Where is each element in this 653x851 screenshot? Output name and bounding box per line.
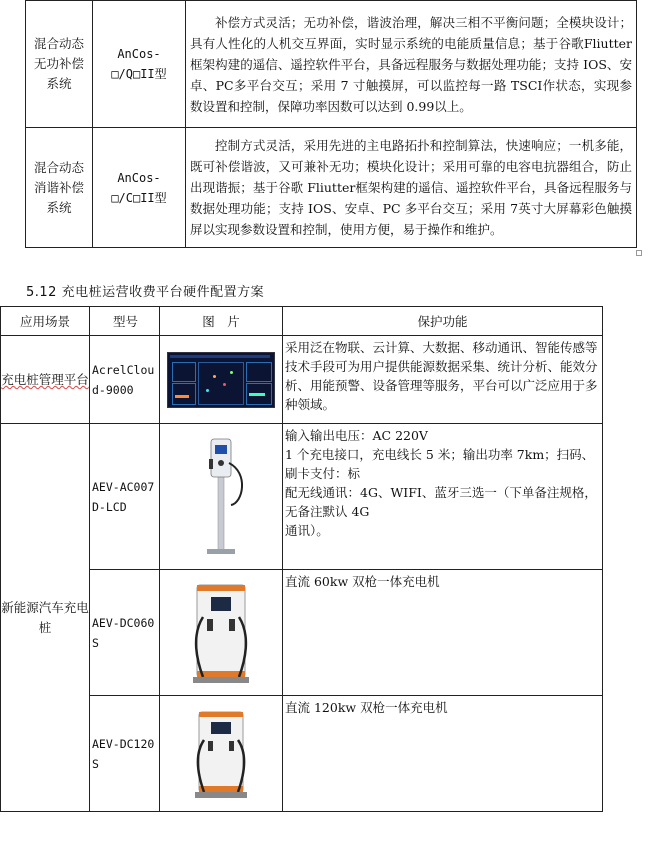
header-function: 保护功能	[283, 307, 603, 336]
row2-model: AnCos-□/C□II型	[93, 128, 186, 248]
platform-image	[160, 336, 283, 424]
dc60-charger-image	[160, 570, 283, 696]
dc120-charger-image	[160, 696, 283, 812]
row2-name: 混合动态消谐补偿系统	[26, 128, 93, 248]
platform-model: AcrelCloud-9000	[90, 336, 160, 424]
dc120-charger-icon	[191, 708, 251, 800]
row2-desc: 控制方式灵活，采用先进的主电路拓扑和控制算法，快速响应；一机多能，既可补偿谐波，又可兼补无功；模块化设计；采用可靠的电容电抗器组合，防止出现谐振；基于谷歌 Fliutter框架构建的遥信、遥控软件平台，具备远程服务与数据处理功能；支持 IOS、安卓、PC 多平台交互；采用 7英寸大屏幕彩色触摸屏以实现参数设置和控制，使用方便，易于操作和维护。	[186, 128, 637, 248]
hardware-config-table	[0, 306, 603, 812]
header-model: 型号	[90, 307, 160, 336]
ac-model: AEV-AC007D-LCD	[90, 424, 160, 570]
ac-charger-image	[160, 424, 283, 570]
compensation-table	[25, 0, 637, 248]
platform-desc: 采用泛在物联、云计算、大数据、移动通讯、智能传感等技术手段可为用户提供能源数据采集、统计分析、能效分析、用能预警、设备管理等服务，平台可以广泛应用于多种领域。	[283, 336, 603, 424]
dc60-desc: 直流 60kw 双枪一体充电机	[283, 570, 603, 696]
dashboard-screenshot	[167, 352, 275, 408]
ac-charger-icon	[191, 433, 251, 561]
ac-desc: 输入输出电压：AC 220V 1 个充电接口，充电线长 5 米；输出功率 7km；扫码、刷卡支付：标 配无线通讯：4G、WIFI、蓝牙三选一（下单备注规格，无备注默认 4G 通讯）。	[283, 424, 603, 570]
dc60-model: AEV-DC060S	[90, 570, 160, 696]
header-scene: 应用场景	[1, 307, 90, 336]
platform-scene: 充电桩管理平台	[1, 336, 90, 424]
header-picture: 图 片	[160, 307, 283, 336]
dc120-model: AEV-DC120S	[90, 696, 160, 812]
row1-name: 混合动态无功补偿系统	[26, 1, 93, 128]
row1-model: AnCos-□/Q□II型	[93, 1, 186, 128]
dc120-desc: 直流 120kw 双枪一体充电机	[283, 696, 603, 812]
dc60-charger-icon	[189, 581, 253, 685]
table-end-marker	[636, 250, 642, 256]
section-title: 5.12 充电桩运营收费平台硬件配置方案	[26, 285, 265, 300]
ev-scene: 新能源汽车充电桩	[1, 424, 90, 812]
row1-desc: 补偿方式灵活；无功补偿，谐波治理，解决三相不平衡问题；全模块设计；具有人性化的人机交互界面，实时显示系统的电能质量信息；基于谷歌Fliutter框架构建的遥信、遥控软件平台，具备远程服务与数据处理功能；支持 IOS、安卓、PC多平台交互；采用 7 寸触摸屏，可以监控每一路 TSCI作状态，实现参数设置和控制，保障功率因数可以达到 0.99以上。	[186, 1, 637, 128]
